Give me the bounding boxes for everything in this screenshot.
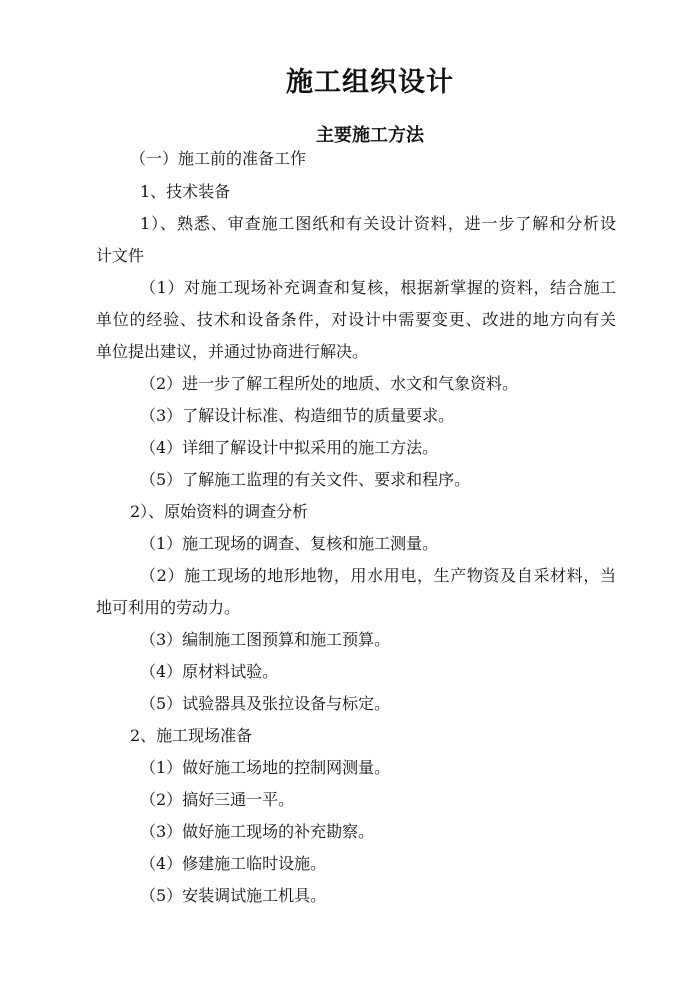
- list-item: （1）做好施工场地的控制网测量。: [140, 758, 391, 777]
- heading-preparation-work: （一）施工前的准备工作: [130, 149, 307, 168]
- paragraph-line: 计文件: [96, 246, 145, 265]
- list-item: （5）试验器具及张拉设备与标定。: [140, 694, 391, 713]
- paragraph-line: 单位提出建议，并通过协商进行解决。: [96, 342, 369, 361]
- subheading-raw-data-analysis: 2）、原始资料的调查分析: [130, 502, 309, 521]
- document-title: 施工组织设计: [286, 67, 454, 98]
- paragraph-line: 单位的经验、技术和设备条件，对设计中需要变更、改进的地方向有关: [96, 310, 616, 329]
- paragraph-line: （1）对施工现场补充调查和复核，根据新掌握的资料，结合施工: [140, 278, 616, 297]
- list-item: （2）搞好三通一平。: [140, 790, 295, 809]
- list-item: （4）原材料试验。: [140, 662, 279, 681]
- list-item: （5）安装调试施工机具。: [140, 886, 327, 905]
- list-item: （5）了解施工监理的有关文件、要求和程序。: [140, 470, 471, 489]
- list-item: （4）修建施工临时设施。: [140, 854, 327, 873]
- paragraph-line: （2）施工现场的地形地物，用水用电，生产物资及自采材料，当: [140, 566, 616, 585]
- list-item: （1）施工现场的调查、复核和施工测量。: [140, 534, 439, 553]
- list-item: （3）做好施工现场的补充勘察。: [140, 822, 375, 841]
- heading-site-preparation: 2、施工现场准备: [130, 726, 253, 745]
- paragraph-line: 地可利用的劳动力。: [96, 598, 241, 617]
- heading-technical-preparation: 1、技术装备: [140, 182, 231, 201]
- list-item: （4）详细了解设计中拟采用的施工方法。: [140, 438, 439, 457]
- list-item: （3）编制施工图预算和施工预算。: [140, 630, 391, 649]
- list-item: （2）进一步了解工程所处的地质、水文和气象资料。: [140, 374, 519, 393]
- section-heading: 主要施工方法: [316, 125, 424, 146]
- list-item: （3）了解设计标准、构造细节的质量要求。: [140, 406, 455, 425]
- paragraph-line: 1）、熟悉、审查施工图纸和有关设计资料，进一步了解和分析设: [140, 214, 616, 233]
